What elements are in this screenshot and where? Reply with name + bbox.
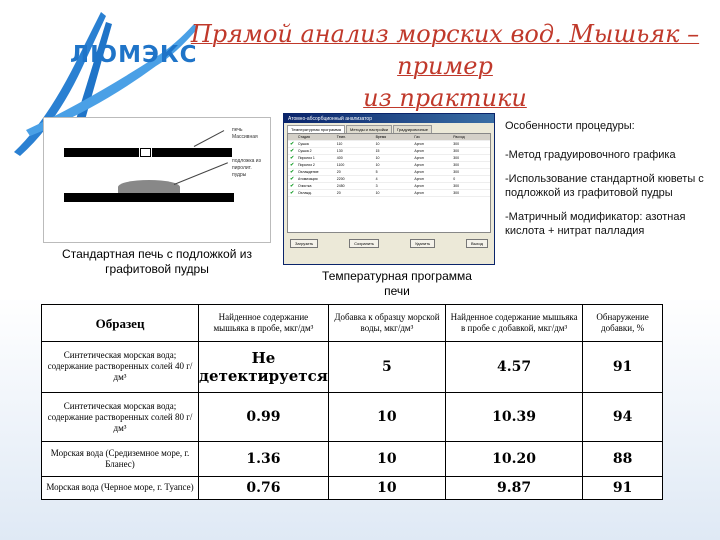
furnace-top-wall-right: [152, 148, 232, 157]
title-line-1: Прямой анализ морских вод. Мышьяк – пример: [190, 20, 700, 80]
page-title: [180, 18, 710, 114]
tab-calibration[interactable]: Градуировочные: [393, 125, 432, 133]
save-button[interactable]: Сохранить: [349, 239, 379, 248]
column-header: Газ: [414, 135, 420, 139]
annotation-label: Массивная: [232, 134, 258, 140]
table-row[interactable]: ✔ Атомизация 2200 4 Аргон 0: [288, 176, 490, 183]
added-cell: 10: [328, 476, 445, 499]
sample-cell: Морская вода (Черное море, г. Туапсе): [42, 476, 199, 499]
table-row: [42, 476, 663, 499]
logo-text: ЛЮМЭКС: [70, 42, 198, 68]
table-row[interactable]: ✔ Сушка 2 130 15 Аргон 300: [288, 148, 490, 155]
program-table: [287, 133, 491, 233]
column-header-found-with-spike: Найденное содержание мышьяка в пробе с добавкой, мкг/дм³: [446, 305, 583, 342]
column-header: Темп.: [336, 135, 346, 139]
added-cell: 10: [328, 442, 445, 476]
sample-cell: Синтетическая морская вода; содержание растворенных солей 40 г/дм³: [42, 342, 199, 393]
column-header: Расход: [453, 135, 465, 139]
annotation-label: пиролит.: [232, 165, 252, 171]
feature-item: -Использование стандартной кюветы с подложкой из графитовой пудры: [505, 173, 704, 199]
table-row[interactable]: ✔ Сушка 110 10 Аргон 300: [288, 141, 490, 148]
found-with-spike-cell: 4.57: [446, 342, 583, 393]
column-header-recovery: Обнаружение добавки, %: [583, 305, 663, 342]
table-row[interactable]: ✔ Охлажд. 20 10 Аргон 300: [288, 190, 490, 197]
table-row[interactable]: ✔ Очистка 2450 3 Аргон 300: [288, 183, 490, 190]
found-cell: 0.99: [199, 392, 329, 441]
column-header: Время: [375, 135, 387, 139]
results-header-row: [42, 305, 663, 342]
found-with-spike-cell: 9.87: [446, 476, 583, 499]
features-heading: Особенности процедуры:: [505, 120, 635, 132]
table-row[interactable]: ✔ Пиролиз 1 400 10 Аргон 300: [288, 155, 490, 162]
window-tabs: [284, 123, 494, 133]
recovery-cell: 91: [583, 476, 663, 499]
window-title: Атомно-абсорбционный анализатор: [284, 114, 494, 123]
furnace-bottom-wall: [64, 193, 234, 202]
feature-item: -Метод градуировочного графика: [505, 149, 676, 161]
title-line-2: из практики: [363, 84, 527, 112]
found-cell: Не детектируется: [199, 342, 329, 393]
feature-item: -Матричный модификатор: азотная кислота + нитрат палладия: [505, 211, 686, 237]
recovery-cell: 91: [583, 342, 663, 393]
table-row: [42, 342, 663, 393]
check-icon[interactable]: ✔: [290, 162, 295, 168]
found-with-spike-cell: 10.39: [446, 392, 583, 441]
window-buttons: [284, 233, 494, 248]
table-row: [42, 392, 663, 441]
column-header-added: Добавка к образцу морской воды, мкг/дм³: [328, 305, 445, 342]
recovery-cell: 88: [583, 442, 663, 476]
annotation-label: печь: [232, 127, 243, 133]
software-window: [283, 113, 495, 265]
furnace-top-wall-left: [64, 148, 139, 157]
found-cell: 1.36: [199, 442, 329, 476]
found-with-spike-cell: 10.20: [446, 442, 583, 476]
annotation-label: подложка из: [232, 158, 261, 164]
software-caption: Температурная программа печи: [322, 269, 472, 298]
sample-cell: Синтетическая морская вода; содержание растворенных солей 80 г/дм³: [42, 392, 199, 441]
column-header-sample: Образец: [42, 305, 199, 342]
table-row[interactable]: ✔ Охлаждение 20 5 Аргон 300: [288, 169, 490, 176]
check-icon[interactable]: ✔: [290, 148, 295, 154]
column-header: Стадия: [298, 135, 310, 139]
added-cell: 10: [328, 392, 445, 441]
tab-temperature-program[interactable]: Температурная программа: [287, 125, 345, 133]
furnace-caption: Стандартная печь с подложкой из графитовой пудры: [62, 247, 252, 276]
check-icon[interactable]: ✔: [290, 190, 295, 196]
check-icon[interactable]: ✔: [290, 169, 295, 175]
table-row[interactable]: ✔ Пиролиз 2 1100 10 Аргон 300: [288, 162, 490, 169]
procedure-features: [505, 119, 705, 248]
annotation-label: пудры: [232, 172, 247, 178]
delete-button[interactable]: Удалить: [410, 239, 435, 248]
column-header-found: Найденное содержание мышьяка в пробе, мкг/дм³: [199, 305, 329, 342]
graphite-powder-platform: [118, 180, 180, 194]
added-cell: 5: [328, 342, 445, 393]
furnace-dosing-hole: [140, 148, 151, 157]
program-table-header: [288, 134, 490, 141]
annotation-line: [174, 162, 228, 185]
results-table: [41, 304, 663, 500]
recovery-cell: 94: [583, 392, 663, 441]
tab-methods[interactable]: Методы и настройки: [346, 125, 392, 133]
check-icon[interactable]: ✔: [290, 141, 295, 147]
check-icon[interactable]: ✔: [290, 155, 295, 161]
exit-button[interactable]: Выход: [466, 239, 488, 248]
table-row: [42, 442, 663, 476]
furnace-diagram: [43, 117, 271, 243]
annotation-line: [194, 130, 224, 147]
check-icon[interactable]: ✔: [290, 183, 295, 189]
sample-cell: Морская вода (Средиземное море, г. Бланес): [42, 442, 199, 476]
found-cell: 0.76: [199, 476, 329, 499]
check-icon[interactable]: ✔: [290, 176, 295, 182]
load-button[interactable]: Загрузить: [290, 239, 318, 248]
